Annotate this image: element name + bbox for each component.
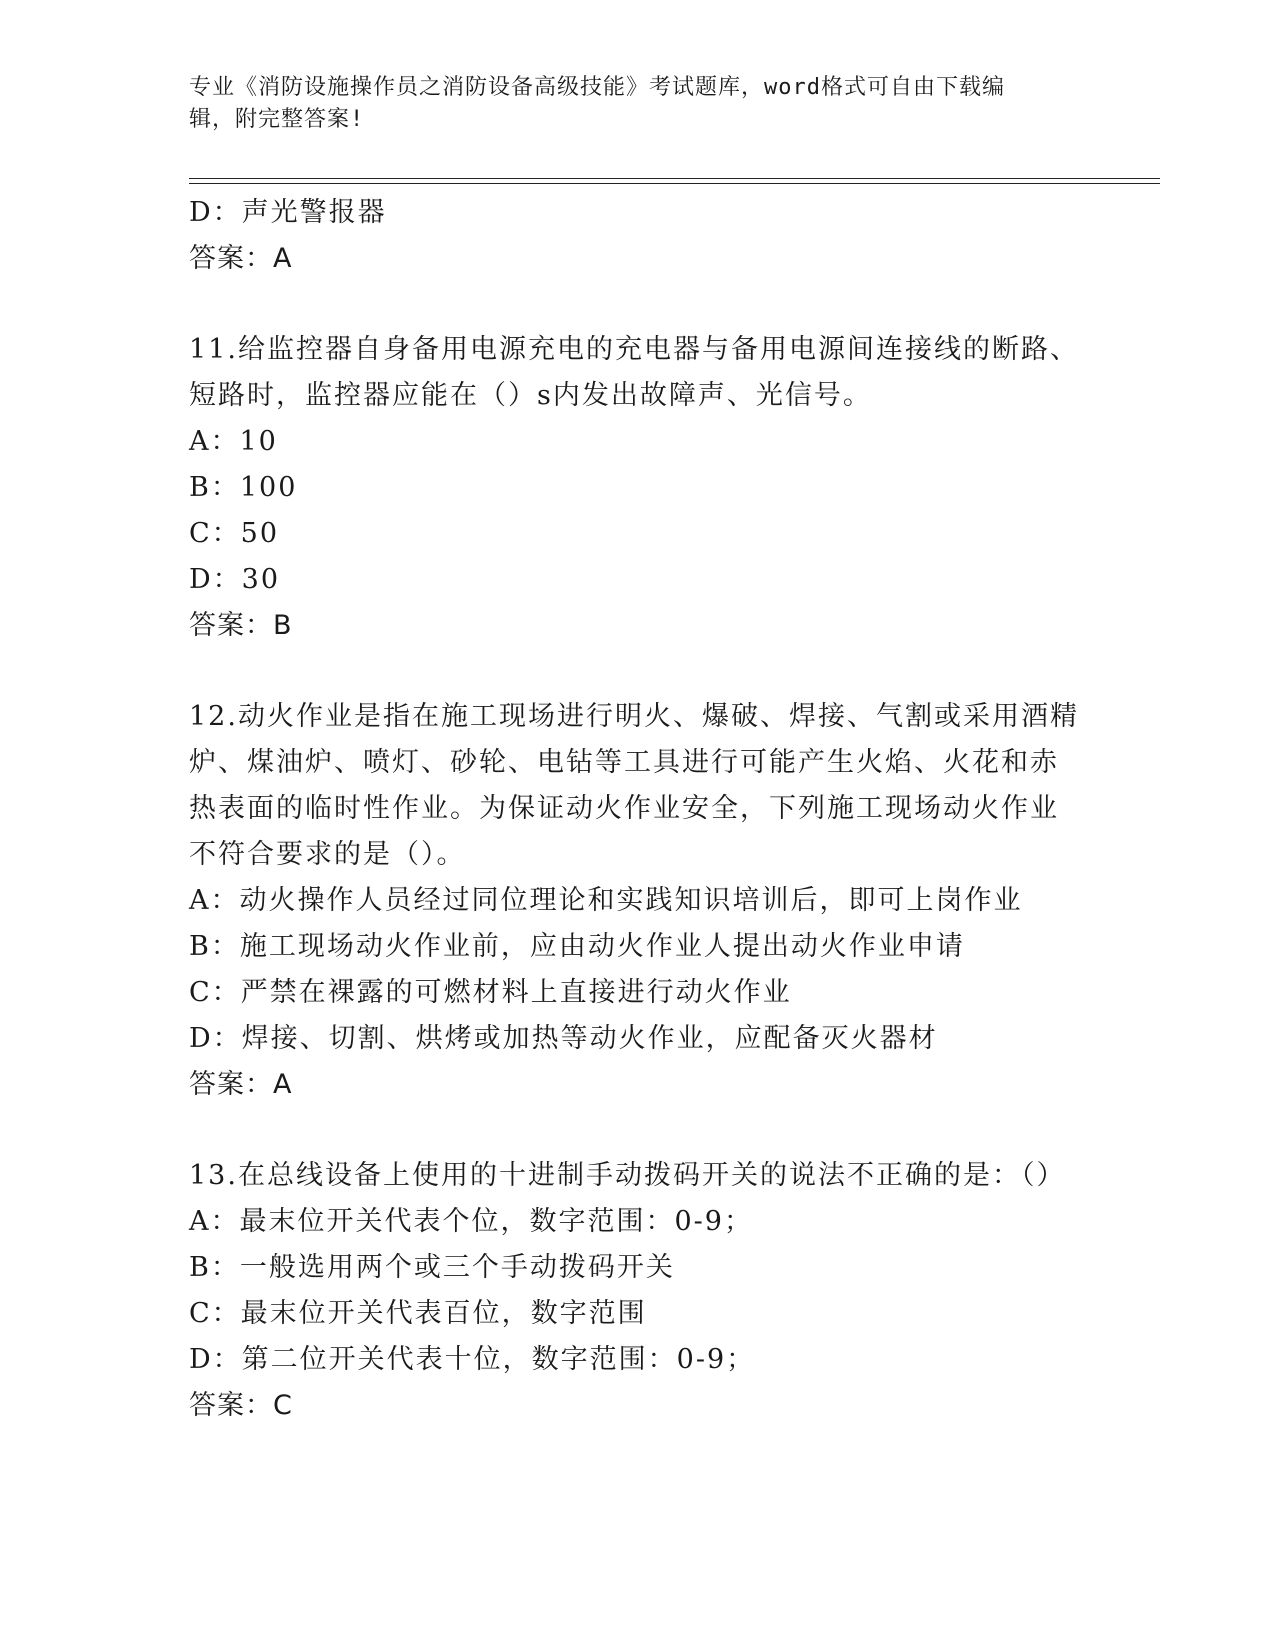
question-stem-line: 13.在总线设备上使用的十进制手动拨码开关的说法不正确的是：（） bbox=[189, 1160, 1066, 1191]
question-12 bbox=[189, 694, 1089, 1108]
question-13 bbox=[189, 1153, 1089, 1429]
header-divider-bottom bbox=[189, 183, 1160, 184]
option-b: B：100 bbox=[189, 472, 298, 503]
question-stem-line: 热表面的临时性作业。为保证动火作业安全，下列施工现场动火作业 bbox=[189, 793, 1059, 824]
answer: 答案：A bbox=[189, 1069, 293, 1100]
option-b: B：施工现场动火作业前，应由动火作业人提出动火作业申请 bbox=[189, 931, 965, 962]
header-line-2: 辑，附完整答案! bbox=[189, 107, 365, 132]
header-line-1: 专业《消防设施操作员之消防设备高级技能》考试题库，word格式可自由下载编 bbox=[189, 75, 1005, 100]
option-d-prev: D：声光警报器 bbox=[189, 197, 387, 228]
option-c: C：50 bbox=[189, 518, 280, 549]
question-stem-line: 11.给监控器自身备用电源充电的充电器与备用电源间连接线的断路、 bbox=[189, 334, 1079, 365]
header-divider-top bbox=[189, 178, 1160, 179]
option-c: C：严禁在裸露的可燃材料上直接进行动火作业 bbox=[189, 977, 792, 1008]
option-b: B：一般选用两个或三个手动拨码开关 bbox=[189, 1252, 675, 1283]
option-d: D：焊接、切割、烘烤或加热等动火作业，应配备灭火器材 bbox=[189, 1023, 938, 1054]
question-content bbox=[189, 190, 1089, 1429]
option-a: A：10 bbox=[189, 426, 278, 457]
question-11 bbox=[189, 327, 1089, 649]
answer: 答案：B bbox=[189, 610, 293, 641]
answer: 答案：C bbox=[189, 1390, 293, 1421]
option-d: D：30 bbox=[189, 564, 281, 595]
question-stem-line: 12.动火作业是指在施工现场进行明火、爆破、焊接、气割或采用酒精 bbox=[189, 701, 1079, 732]
option-c: C：最末位开关代表百位，数字范围 bbox=[189, 1298, 647, 1329]
question-stem-line: 不符合要求的是（）。 bbox=[189, 839, 466, 870]
option-d: D：第二位开关代表十位，数字范围：0-9； bbox=[189, 1344, 756, 1375]
option-a: A：动火操作人员经过同位理论和实践知识培训后，即可上岗作业 bbox=[189, 885, 1023, 916]
question-stem-line: 短路时，监控器应能在（）s内发出故障声、光信号。 bbox=[189, 380, 872, 411]
question-stem-line: 炉、煤油炉、喷灯、砂轮、电钻等工具进行可能产生火焰、火花和赤 bbox=[189, 747, 1059, 778]
page-header bbox=[189, 72, 1089, 136]
option-a: A：最末位开关代表个位，数字范围：0-9； bbox=[189, 1206, 753, 1237]
answer-prev: 答案：A bbox=[189, 243, 293, 274]
